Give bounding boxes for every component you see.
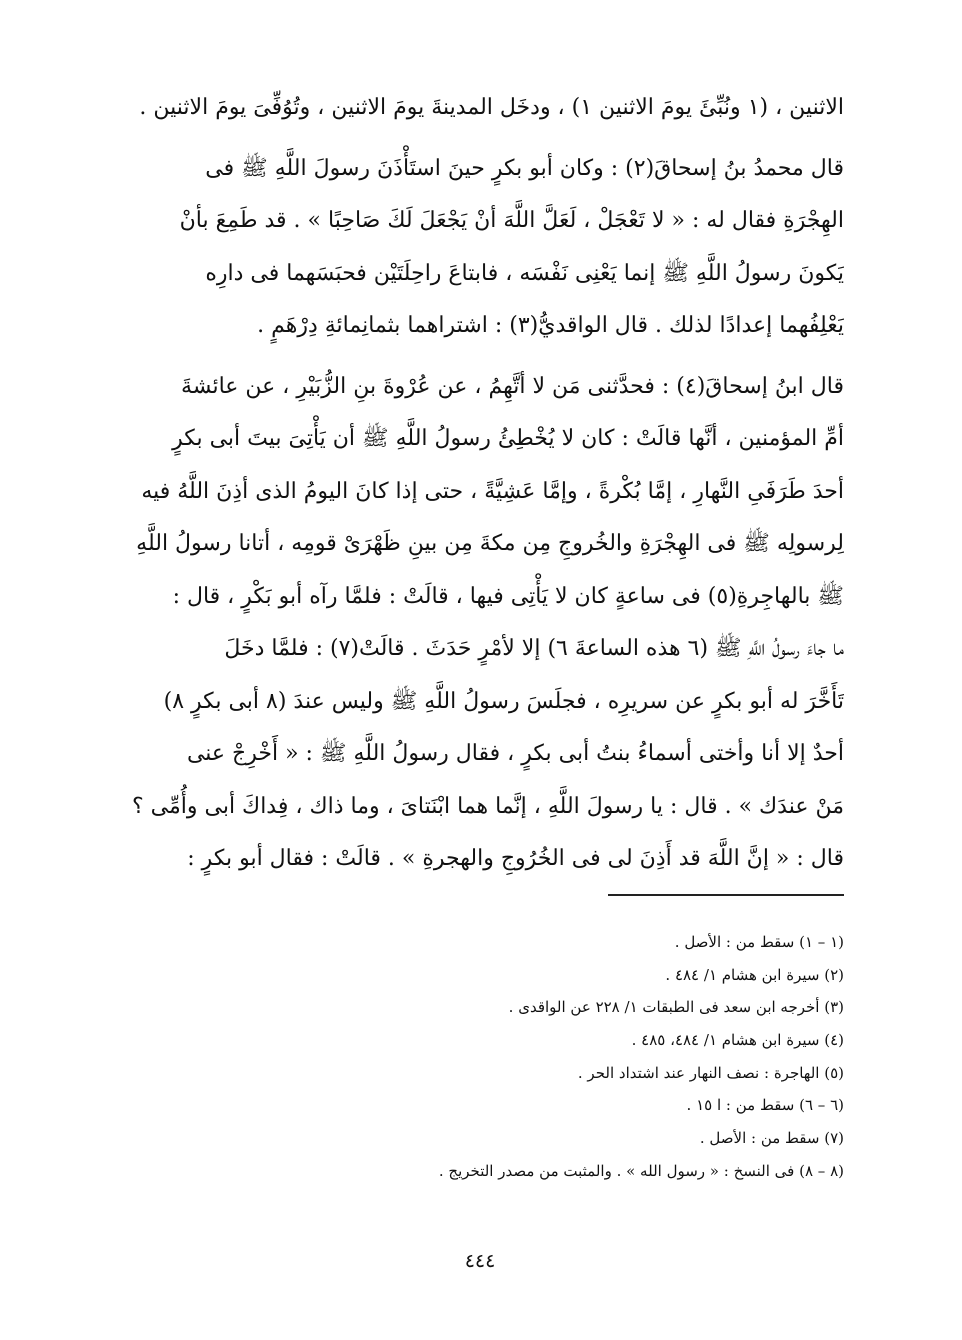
paragraph-gap xyxy=(118,353,844,361)
text-line: الهِجْرَةِ فقال له : « لا تَعْجَلْ ، لَعَلَّ اللَّهَ أنْ يَجْعَلَ لَكَ صَاحِبًا » . قد طَمِعَ بأنْ xyxy=(179,208,844,233)
text-line: يَكونَ رسولُ اللَّهِ ﷺ إنما يَعْنِى نَفْسَه ، فابتاعَ راحِلَتَيْن فحبَسَهما فى دارِه xyxy=(205,260,844,286)
text-line: لِرسولِه ﷺ فى الهِجْرَةِ والخُروجِ مِن مكةَ مِن بينِ ظَهْرَىْ قومِه ، أتانا رسولُ اللَّهِ xyxy=(136,531,844,556)
footnote: (٥) الهاجرة : نصف النهار عند اشتداد الحر . xyxy=(577,1063,844,1082)
footnote: (٢) سيرة ابن هشام ١/ ٤٨٤ . xyxy=(665,965,844,984)
footnote-divider xyxy=(608,894,844,896)
text-line: يَعْلِفُهما إعدادًا لذلك . قال الواقديُّ(٣) : اشتراهما بثمانِمائةِ دِرْهَمٍ . xyxy=(257,313,844,338)
text-line: قال ابنُ إسحاقَ(٤) : فحدَّثنى مَن لا أتَّهِمُ ، عن عُرْوةَ بنِ الزُّبَيْرِ ، عن عائشةَ xyxy=(181,373,844,399)
footnotes xyxy=(300,926,844,1188)
text-line: أحدَ طَرَفَىِ النَّهارِ ، إمَّا بُكْرةً ، وإمَّا عَشِيَّةً ، حتى إذا كانَ اليومُ الذى أذِنَ اللَّهُ فيه xyxy=(141,478,844,504)
text-line: مَنْ عندَك » . قال : يا رسولَ اللَّهِ ، إنَّما هما ابْنَتاىَ ، وما ذاك ، فِداكَ أبى وأُمِّى ؟ xyxy=(131,793,844,819)
main-text xyxy=(118,82,844,886)
paragraph-gap xyxy=(118,135,844,143)
footnote: (٤) سيرة ابن هشام ١/ ٤٨٤، ٤٨٥ . xyxy=(631,1031,844,1050)
text-line: ما جاءَ رسولُ اللَّهِ ﷺ (٦ هذه الساعةَ ٦) إلا لأمْرٍ حَدَثَ . قالَتْ(٧) : فلمَّا دخَلَ xyxy=(224,636,844,661)
footnote: (٣) أخرجه ابن سعد فى الطبقات ١/ ٢٢٨ عن الواقدى . xyxy=(508,998,844,1017)
text-line: أحدٌ إلا أنا وأختى أسماءُ بنتُ أبى بكرٍ ، فقال رسولُ اللَّهِ ﷺ : « أَخْرِجْ عنى xyxy=(186,741,844,766)
text-line: قال محمدُ بنُ إسحاقَ(٢) : وكان أبو بكرٍ حينَ استَأْذَنَ رسولَ اللَّهِ ﷺ فى xyxy=(205,155,844,181)
footnote: (١ – ١) سقط من : الأصل . xyxy=(674,933,844,951)
footnote: (٧) سقط من : الأصل . xyxy=(699,1129,844,1148)
text-line: أمِّ المؤمنين ، أنَّها قالَتْ : كان لا يُخْطِئُ رسولُ اللَّهِ ﷺ أن يَأْتِىَ بيتَ أبى بكرٍ xyxy=(172,426,844,451)
page-number: ٤٤٤ xyxy=(464,1250,496,1272)
footnote: (٨ – ٨) فى النسخ : « رسول الله » . والمثبت من مصدر التخريج . xyxy=(438,1161,844,1180)
footnote: (٦ – ٦) سقط من : ا ١٥ . xyxy=(686,1096,844,1115)
text-line: تَأَخَّرَ له أبو بكرٍ عن سريرِه ، فجلَسَ رسولُ اللَّهِ ﷺ وليس عندَ (٨ أبى بكرٍ ٨) xyxy=(163,688,844,714)
text-line: قال : « إنَّ اللَّهَ قد أَذِنَ لى فى الخُرُوجِ والهجرةِ » . قالَتْ : فقال أبو بكرٍ : xyxy=(187,846,844,871)
text-line: ﷺ بالهاجِرةِ(٥) فى ساعةٍ كان لا يَأْتِى فيها ، قالَتْ : فلمَّا رآه أبو بَكْرٍ ، قال : xyxy=(172,583,844,609)
text-line: الاثنين ، (١ ونُبِّئَ يومَ الاثنين ١) ، ودخَل المدينةَ يومَ الاثنين ، وتُوُفِّىَ يومَ الاثنين . xyxy=(139,95,844,120)
